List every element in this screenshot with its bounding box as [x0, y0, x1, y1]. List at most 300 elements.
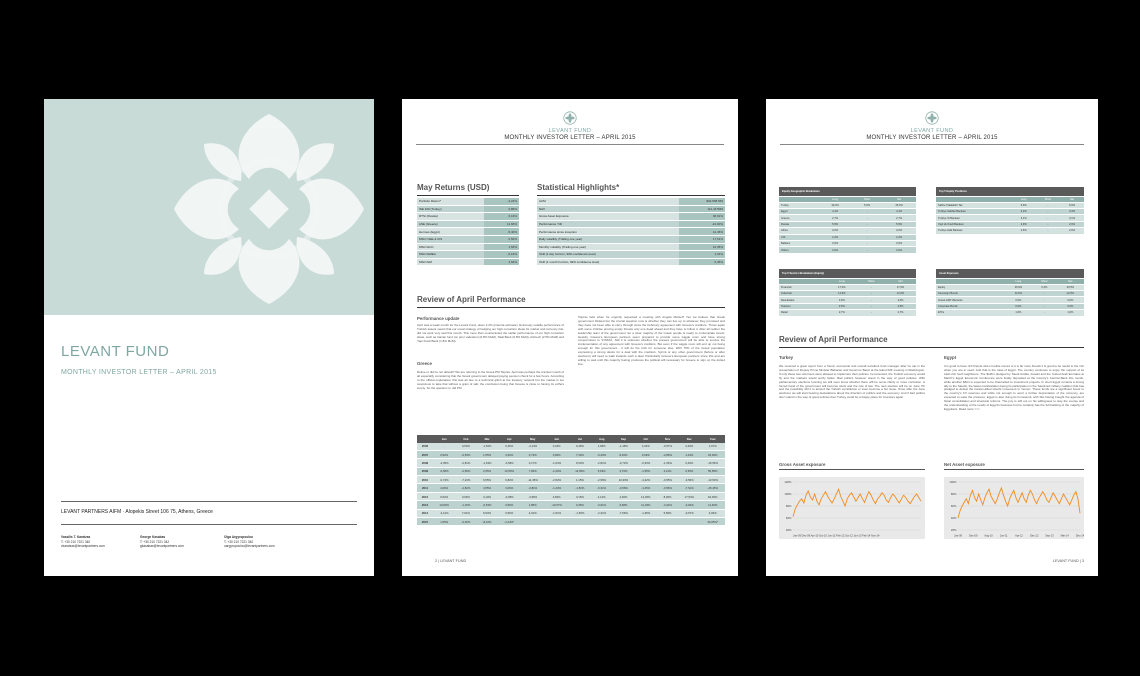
month-cell: 3,06%: [498, 484, 521, 492]
fund-logo-icon: [563, 111, 577, 125]
page-number: 2 | LEVANT FUND: [435, 559, 467, 563]
label-cell: Telecom: [779, 303, 826, 309]
column-header: Short: [852, 197, 882, 203]
table-title: Top 5 Sectors Breakdown (Equity): [779, 269, 916, 279]
label-cell: Equity: [936, 284, 1005, 290]
month-cell: -7,23%: [455, 476, 476, 484]
month-cell: -2,81%: [455, 459, 476, 467]
review-title: Review of April Performance: [417, 295, 526, 304]
table-row: [417, 198, 519, 205]
month-cell: 0,35%: [569, 501, 591, 509]
y-tick-label: 40%: [950, 516, 957, 520]
net-exposure-rule: [944, 469, 1084, 470]
month-cell: 6,35%: [678, 467, 700, 475]
label-cell: Egypt: [779, 208, 818, 214]
month-cell: 0,17%: [521, 459, 545, 467]
month-cell: 4,63%: [635, 450, 657, 458]
table-row: [537, 235, 725, 243]
year-cell: 2007: [417, 450, 433, 458]
net-exposure-plot: [944, 477, 1084, 539]
gross-exposure-plot: [779, 477, 925, 539]
month-cell: 8,46%: [612, 450, 634, 458]
year-cell: 2013: [417, 501, 433, 509]
value-cell: 12,6%: [826, 290, 857, 296]
gross-exposure-chart: [779, 477, 925, 539]
month-cell: 1,15%: [569, 476, 591, 484]
month-cell: -0,74%: [433, 476, 455, 484]
contact-email[interactable]: oargyropoulou@levantpartners.com: [224, 544, 275, 549]
egypt-text: It is good to have rich friends when trouble comes or it is far more friends it is good to be useful to the rich when you are in need. And that is the case of Egypt. The country continues to enjoy the support of its cash-rich Gulf neighbours. The $12bn pledged by Saudi Arabia, Kuwait and the United Arab Emirates at March's Egypt Economic Conference were finally deposited at the country's Central Bank this month, while another $6bn is expected to be channelled to investment projects. In short Egypt remains a strong ally to the Saudis, the latest manifestation being its participation in the Saudi-led military coalition that has pledged to defeat the Iranian-allied Houthi movement in Yemen. These funds are a significant boost to the country's FX reserves and while not enough to avert a further depreciation of the currency, are expected to ease the pressure. Egypt is also doing its homework, with Sisi having bought the agenda of fiscal consolidation and structural reforms. The jury is still out on his willingness to stay the course and the understanding of the needs of Egypt's business but he certainly has the full backing of the majority of Egyptians. Read more >>>: [944, 364, 1084, 411]
table-row: [936, 228, 1084, 234]
table-title-row: [936, 187, 1084, 197]
review-title: Review of April Performance: [779, 335, 888, 344]
table-row: [417, 501, 725, 509]
month-cell: -11,35%: [521, 476, 545, 484]
month-cell: 11,36%: [700, 501, 725, 509]
month-cell: -4,14%: [521, 443, 545, 451]
column-header: Sep: [612, 435, 634, 443]
month-cell: -0,91%: [591, 501, 612, 509]
month-cell: -1,43%: [545, 484, 569, 492]
month-cell: -0,55%: [657, 476, 678, 484]
year-cell: 2015: [417, 518, 433, 526]
value-cell: -: [852, 234, 882, 240]
row-label: MSCI EMEA: [417, 251, 484, 259]
month-cell: 4,12%: [591, 492, 612, 500]
value-cell: 2,2%: [882, 234, 916, 240]
value-cell: 0,0%: [818, 247, 852, 253]
month-cell: [612, 518, 634, 526]
column-header: Net: [1060, 197, 1084, 203]
month-cell: -1,35%: [635, 509, 657, 517]
column-header: Net: [882, 197, 916, 203]
value-cell: -: [1032, 310, 1057, 316]
contact-email[interactable]: gkasabas@levantpartners.com: [140, 544, 184, 549]
value-cell: 2,9%: [1012, 221, 1036, 227]
month-cell: 1,44%: [678, 450, 700, 458]
table-row: [417, 509, 725, 517]
greece-text: Deline or did he not default? We are referring to the Greek PM Tsipras. April was perhaps the craziest month of all especially considering that the Greek government delayed paying pension check for a few hours. According to the official explanation this was all due to a technical glitch at the treasury network but the market is too suspicious to take that without a grain of salt; the conclusion being that Greece is close to having its coffers empty. So the question is: did PM: [417, 370, 564, 390]
review-title-rule: [779, 347, 1084, 348]
column-header: Long: [818, 197, 852, 203]
value-cell: -: [852, 240, 882, 246]
table-row: [537, 251, 725, 259]
month-cell: -2,24%*: [498, 518, 521, 526]
table-row: [417, 467, 725, 475]
value-cell: 0,0%: [1057, 303, 1084, 309]
perf-update-text: April was a weak month for the Levant Fund, down 2.2% (internal estimate). Extremely volatile performance of Turkish assets meant that our usual strategy of hedging our high conviction ideas for market and currency risk, did not work very well this month. This more than counteracted the stellar performance of our high conviction ideas, such as Iranian fund (on prior valuation) (6.8% MoM), Tatal Bank (6.8% MoM), Ashtech (2.5% MoM) and Yapi Kredi Bank (1.8% MoM).: [417, 323, 565, 343]
value-cell: 1,6%: [1057, 310, 1084, 316]
month-cell: 64,45%: [700, 492, 725, 500]
value-cell: 2,5%: [826, 303, 857, 309]
table-row: [417, 518, 725, 526]
value-cell: 17,0%: [885, 284, 916, 290]
y-tick-label: 40%: [785, 528, 792, 532]
table-row: [936, 310, 1084, 316]
row-value: 112,447569: [679, 205, 725, 213]
row-value: 1,56%: [484, 243, 519, 251]
column-header: May: [521, 435, 545, 443]
month-cell: 1,67%: [700, 443, 725, 451]
table-row: [417, 450, 725, 458]
value-cell: 2,7%: [818, 215, 852, 221]
column-header: [417, 435, 433, 443]
row-value: 0,56%: [484, 235, 519, 243]
month-cell: 0,56%: [498, 501, 521, 509]
table-title-row: [936, 269, 1084, 279]
row-value: -2,24%: [484, 198, 519, 205]
value-cell: 0,0%: [1005, 303, 1032, 309]
month-cell: -7,56%: [612, 509, 634, 517]
month-cell: -4,35%: [433, 459, 455, 467]
month-cell: -0,56%: [433, 467, 455, 475]
column-header: Jul: [569, 435, 591, 443]
value-cell: -: [1032, 297, 1057, 303]
row-value: -0,16%: [484, 251, 519, 259]
month-cell: 0,46%: [569, 443, 591, 451]
row-value: 1,61%: [679, 251, 725, 259]
cover-rule-top: [61, 501, 357, 502]
month-cell: 12,56%: [569, 467, 591, 475]
table-row: [537, 228, 725, 236]
value-cell: 25,3%: [882, 202, 916, 208]
month-cell: 7,66%: [521, 467, 545, 475]
value-cell: 5,9%: [1060, 202, 1084, 208]
x-tick-labels: Jan-09 Dec-09 Apr-10 Oct-10 Jun-11 Feb-12 Oct-12 Jun-13 Feb-14 Nov-14: [793, 534, 880, 538]
month-cell: 4,06%: [433, 484, 455, 492]
table-row: [537, 243, 725, 251]
column-header: Feb: [455, 435, 476, 443]
month-cell: -0,67%: [678, 509, 700, 517]
month-cell: 2,26%: [678, 443, 700, 451]
label-cell: Turkiye Halk Bankasi: [936, 228, 1012, 234]
column-header: Nov: [657, 435, 678, 443]
month-cell: 2,55%: [477, 467, 498, 475]
table-row: [537, 213, 725, 221]
label-cell: Turkiye IS Bankasi: [936, 215, 1012, 221]
month-cell: -0,56%: [498, 459, 521, 467]
geo-breakdown-table: [779, 187, 916, 254]
month-cell: [635, 518, 657, 526]
column-header: Long: [1012, 197, 1036, 203]
greece-heading: Greece: [417, 361, 432, 366]
month-cell: 6,68%: [612, 501, 634, 509]
y-tick-label: 20%: [950, 528, 957, 532]
column-header: Short: [1036, 197, 1061, 203]
month-cell: -1,51%: [545, 509, 569, 517]
table-body: [936, 269, 1084, 316]
stats-title: Statistical Highlights*: [537, 183, 620, 192]
cover-ornament: [44, 99, 374, 315]
month-cell: 1,55%: [433, 518, 455, 526]
value-cell: 0,0%: [818, 228, 852, 234]
egypt-heading: Egypt: [944, 355, 957, 360]
monthly-returns-table: [417, 435, 725, 526]
turkey-heading: Turkey: [779, 355, 794, 360]
contact-card: [224, 535, 275, 549]
row-value: 12,45%: [679, 228, 725, 236]
label-cell: Greece: [779, 215, 818, 221]
table-row: [417, 228, 519, 236]
value-cell: 3,0%: [826, 297, 857, 303]
month-cell: -2,31%: [591, 509, 612, 517]
month-cell: -0,53%: [477, 501, 498, 509]
label-cell: Retail: [779, 310, 826, 316]
month-cell: -2,12%: [433, 509, 455, 517]
table-row: [779, 247, 916, 253]
month-cell: -1,55%: [635, 467, 657, 475]
value-cell: 46,9%: [1005, 284, 1032, 290]
label-cell: Africa: [779, 228, 818, 234]
value-cell: 0,0%: [818, 240, 852, 246]
row-value: $32.568.569: [679, 198, 725, 205]
month-cell: -3,24%: [657, 501, 678, 509]
table-row: [417, 258, 519, 266]
month-cell: -1,06%: [657, 459, 678, 467]
month-cell: 6,53%: [477, 509, 498, 517]
year-cell: 2008: [417, 459, 433, 467]
month-cell: 0,66%: [545, 450, 569, 458]
label-cell: Russia: [779, 221, 818, 227]
month-cell: 6,52%: [433, 492, 455, 500]
label-cell: ETFs: [936, 310, 1005, 316]
page-number: LEVANT FUND | 3: [1052, 559, 1084, 563]
y-tick-label: 60%: [950, 504, 957, 508]
cover-subtitle: MONTHLY INVESTOR LETTER – APRIL 2015: [61, 369, 217, 376]
month-cell: 6,53%: [569, 459, 591, 467]
value-cell: -: [852, 215, 882, 221]
year-cell: 2011: [417, 484, 433, 492]
column-header: Jun: [545, 435, 569, 443]
row-label: MSCI ECC: [417, 243, 484, 251]
table-row: [417, 443, 725, 451]
month-cell: 4,84%: [545, 492, 569, 500]
row-label: ASE (Greece): [417, 220, 484, 228]
month-cell: [569, 518, 591, 526]
month-cell: -7,51%: [678, 484, 700, 492]
month-cell: 0,73%: [521, 450, 545, 458]
month-cell: 4,36%: [612, 492, 634, 500]
contact-card: [140, 535, 184, 549]
value-cell: 3,1%: [1060, 215, 1084, 221]
value-cell: 2,7%: [826, 310, 857, 316]
row-label: Daily volatility (Trailing one year): [537, 235, 679, 243]
y-tick-label: 80%: [785, 504, 792, 508]
x-tick-label: Jan-09: [954, 534, 962, 538]
value-cell: -: [1032, 290, 1057, 296]
value-cell: -: [1036, 215, 1061, 221]
label-cell: Industrial: [779, 290, 826, 296]
month-cell: -1,64%: [545, 459, 569, 467]
net-exposure-title: Net Asset exposure: [944, 462, 985, 467]
month-cell: -13,53%: [700, 476, 725, 484]
month-cell: 30,05%*: [700, 518, 725, 526]
x-tick-label: Jun-11: [999, 534, 1008, 538]
table-row: [537, 258, 725, 266]
label-cell: Financial: [779, 284, 826, 290]
cover-page: [44, 99, 374, 576]
month-cell: 6,82%: [498, 476, 521, 484]
value-cell: -: [857, 297, 885, 303]
y-tick-label: 80%: [950, 492, 957, 496]
column-header: Net: [1057, 279, 1084, 285]
row-value: 0,86%: [484, 205, 519, 213]
ornament-graphic: [44, 99, 374, 315]
header-fund: LEVANT FUND: [548, 128, 592, 134]
value-cell: 40,5%: [1057, 284, 1084, 290]
asset-exposure-table: [936, 269, 1084, 317]
value-cell: 0,0%: [882, 247, 916, 253]
table-row: [417, 459, 725, 467]
column-header: Short: [857, 279, 885, 285]
row-value: 96,61%: [679, 213, 725, 221]
contact-email[interactable]: vkaratzas@levantpartners.com: [61, 544, 105, 549]
header-letter: MONTHLY INVESTOR LETTER – APRIL 2015: [504, 135, 636, 141]
greece-text-continued: Tsipras faint when he urgently requested a meeting with Angela Merkel? Yes we believe that Greek government blinked but the crucial question now is whether they can live up to whatever they promised and they have not been able to carry through since the February agreement with Greece's creditors. Those again with some criticise proving empty threats only one dead ahead and they have to follow it. After all neither the leadership team of the government nor a clear majority of the Greek people is ready to contemplate Grexit. Heavily, Greece's European partners seem prepared to provide some wiggle room and have strong compromises to SYRIZA. Still it is unknown whether the present government will be able to survive the implementation of any agreement with Greece's creditors. But even if the wiggle room will end up not being enough for this government... it will do the trick for someone else. With 75% of the Greek population expressing a strong desire for a deal with the creditors, Syriza or any other government (before or after elections) will need to walk towards such a deal. Particularly Greece's European partners since this and are willing to wait until this majority feeling produces the political will necessary for Greece to sign on the dotted line.: [578, 315, 725, 366]
month-cell: 1,55%: [477, 450, 498, 458]
table-body: [936, 187, 1084, 234]
y-tick-label: 60%: [785, 516, 792, 520]
value-cell: 3,3%: [1012, 208, 1036, 214]
month-cell: 17,54%: [678, 492, 700, 500]
value-cell: -: [1036, 221, 1061, 227]
month-cell: -1,15%: [455, 501, 476, 509]
month-cell: -0,26%: [591, 450, 612, 458]
row-label: MSCI CEE & CIS: [417, 235, 484, 243]
month-cell: -10,57%: [545, 501, 569, 509]
month-cell: -3,56%: [678, 476, 700, 484]
x-tick-label: Mar-14: [1060, 534, 1069, 538]
row-value: 6,16%: [484, 213, 519, 221]
value-cell: 2,6%: [1060, 228, 1084, 234]
value-cell: 0,0%: [882, 240, 916, 246]
table-row: [537, 198, 725, 205]
contact-card: [61, 535, 105, 549]
month-cell: 3,52%: [498, 450, 521, 458]
month-cell: -0,45%: [455, 518, 476, 526]
x-tick-label: Dec-09: [969, 534, 978, 538]
value-cell: 5,5%: [818, 221, 852, 227]
header-rule: [416, 144, 724, 145]
value-cell: 3,1%: [1012, 215, 1036, 221]
month-cell: -1,52%: [477, 443, 498, 451]
sector-breakdown-table: [779, 269, 916, 317]
page-two: [402, 99, 738, 576]
returns-title-rule: [417, 195, 519, 196]
label-cell: Balkans: [779, 240, 818, 246]
month-cell: 10,56%: [498, 467, 521, 475]
row-label: Portfolio Return*: [417, 198, 484, 205]
row-value: -16,00%: [679, 220, 725, 228]
value-cell: 2,7%: [882, 215, 916, 221]
label-cell: Yapi Ve Kredi Bankasi: [936, 221, 1012, 227]
month-cell: 3,03%: [700, 509, 725, 517]
month-cell: [678, 518, 700, 526]
month-cell: 0,53%: [455, 443, 476, 451]
value-cell: 2,2%: [818, 234, 852, 240]
table-title-row: [779, 187, 916, 197]
value-cell: 2,5%: [885, 303, 916, 309]
month-cell: 5,63%: [591, 467, 612, 475]
value-cell: 12,6%: [1005, 290, 1032, 296]
column-header: Long: [826, 279, 857, 285]
table-row: [417, 476, 725, 484]
y-tick-label: 120%: [784, 480, 792, 484]
table-title: Asset Exposure: [936, 269, 1084, 279]
month-cell: 5,56%: [657, 509, 678, 517]
header-letter: MONTHLY INVESTOR LETTER – APRIL 2015: [866, 135, 998, 141]
month-cell: -2,26%: [545, 467, 569, 475]
value-cell: -: [1036, 202, 1061, 208]
row-label: NAV: [537, 205, 679, 213]
month-cell: -0,53%: [455, 450, 476, 458]
month-cell: 55,55%: [700, 467, 725, 475]
value-cell: 12,6%: [885, 290, 916, 296]
series-line: [793, 489, 921, 517]
column-header: Apr: [498, 435, 521, 443]
month-cell: 7,61%: [455, 509, 476, 517]
value-cell: 0,0%: [882, 228, 916, 234]
month-cell: -15,56%: [700, 459, 725, 467]
month-cell: 3,06%: [455, 492, 476, 500]
month-cell: -0,81%: [521, 484, 545, 492]
value-cell: 4,1%: [818, 208, 852, 214]
label-cell: Greek GDP Warrants: [936, 297, 1005, 303]
month-cell: 10,33%: [612, 476, 634, 484]
column-header: Mar: [477, 435, 498, 443]
month-cell: -0,57%: [657, 443, 678, 451]
label-cell: Others: [779, 247, 818, 253]
label-cell: CIS: [779, 234, 818, 240]
value-cell: 1,6%: [1005, 310, 1032, 316]
fund-logo-icon: [925, 111, 939, 125]
month-cell: -6,33%: [635, 459, 657, 467]
series-line: [958, 488, 1080, 518]
table-row: [417, 213, 519, 221]
month-cell: -3,72%: [612, 459, 634, 467]
month-cell: -3,92%: [678, 501, 700, 509]
month-cell: -2,81%: [591, 459, 612, 467]
row-label: VAR (1 month horizon, 99% confidence level): [537, 258, 679, 266]
month-cell: -1,50%: [569, 484, 591, 492]
table-body: [779, 187, 916, 253]
month-cell: -3,56%: [521, 492, 545, 500]
table-row: [417, 251, 519, 259]
column-header: Long: [1005, 279, 1032, 285]
month-cell: -: [433, 443, 455, 451]
value-cell: -: [852, 221, 882, 227]
returns-table: [417, 198, 519, 266]
month-cell: 0,92%: [433, 450, 455, 458]
cover-rule-bottom: [61, 524, 357, 525]
month-cell: -2,52%: [545, 476, 569, 484]
month-cell: -2,56%: [591, 476, 612, 484]
row-label: Hermes (Egypt): [417, 228, 484, 236]
month-cell: 33,02%: [700, 450, 725, 458]
row-label: Performance YtD: [537, 220, 679, 228]
net-exposure-chart: [944, 477, 1084, 539]
month-cell: 6,55%: [477, 476, 498, 484]
month-cell: -2,56%: [455, 467, 476, 475]
header-rule: [780, 144, 1084, 145]
table-row: [417, 220, 519, 228]
month-cell: 3,15%: [569, 492, 591, 500]
value-cell: -: [857, 284, 885, 290]
value-cell: -: [852, 208, 882, 214]
value-cell: 2,6%: [1012, 228, 1036, 234]
value-cell: 0,0%: [1005, 297, 1032, 303]
returns-title: May Returns (USD): [417, 183, 490, 192]
